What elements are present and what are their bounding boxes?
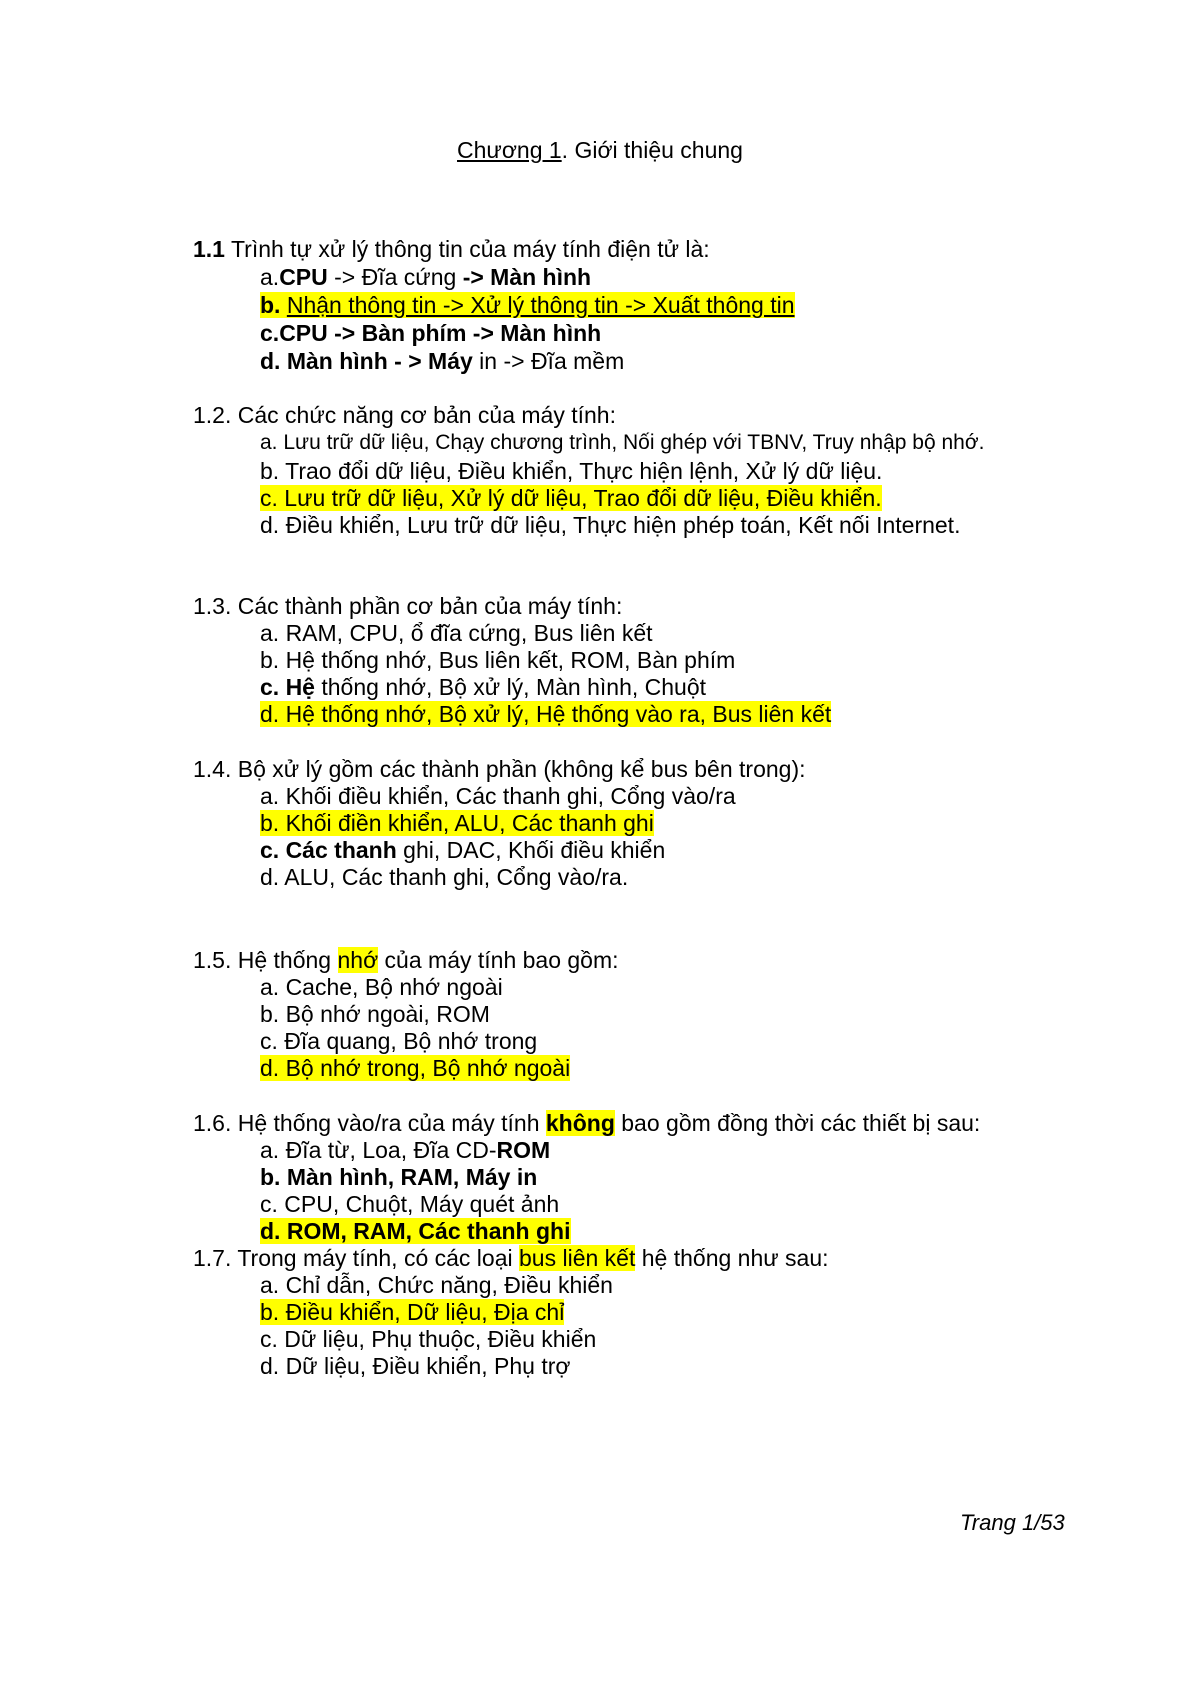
q5-option-d: [260, 1055, 570, 1082]
q2-option-a: a. Lưu trữ dữ liệu, Chạy chương trình, Nối ghép với TBNV, Truy nhập bộ nhớ.: [260, 431, 985, 454]
question-1-7: [193, 1245, 829, 1272]
option-text-answer: d. Bộ nhớ trong, Bộ nhớ ngoài: [260, 1055, 571, 1081]
question-1-6: [193, 1110, 980, 1137]
page-number: Trang 1/53: [960, 1510, 1065, 1535]
option-label: c. Hệ: [260, 674, 315, 700]
chapter-number: Chương 1: [457, 137, 562, 163]
question-1-3: 1.3. Các thành phần cơ bản của máy tính:: [193, 593, 623, 619]
question-text: 1.6. Hệ thống vào/ra của máy tính: [193, 1110, 546, 1136]
option-text-answer: b. Khối điền khiển, ALU, Các thanh ghi: [260, 810, 654, 836]
question-text: của máy tính bao gồm:: [378, 947, 619, 973]
q1-option-c: [260, 320, 601, 347]
question-1-4: 1.4. Bộ xử lý gồm các thành phần (không kể bus bên trong):: [193, 756, 806, 782]
option-label: c.: [260, 320, 280, 346]
q3-option-b: b. Hệ thống nhớ, Bus liên kết, ROM, Bàn phím: [260, 647, 736, 673]
q6-option-a: [260, 1137, 550, 1164]
option-text-answer: Nhận thông tin -> Xử lý thông tin -> Xuất thông tin: [286, 292, 795, 318]
q6-option-d: [260, 1218, 571, 1245]
option-text-bold: -> Màn hình: [462, 264, 592, 290]
option-text-answer: b. Điều khiển, Dữ liệu, Địa chỉ: [260, 1299, 565, 1325]
highlighted-word: không: [545, 1110, 615, 1136]
option-text: a. Đĩa từ, Loa, Đĩa CD-: [260, 1137, 497, 1163]
question-text: 1.7. Trong máy tính, có các loại: [193, 1245, 519, 1271]
q4-option-b: [260, 810, 654, 837]
q1-option-a: [260, 264, 591, 291]
option-text: thống nhớ, Bộ xử lý, Màn hình, Chuột: [314, 674, 707, 700]
option-text-bold: Màn hình - > Máy: [286, 348, 473, 374]
question-number: 1.1: [193, 236, 225, 262]
option-label: d.: [260, 348, 281, 374]
option-text: in -> Đĩa mềm: [472, 348, 625, 374]
option-text-answer: d. Hệ thống nhớ, Bộ xử lý, Hệ thống vào ra, Bus liên kết: [260, 701, 832, 727]
q4-option-a: a. Khối điều khiển, Các thanh ghi, Cổng vào/ra: [260, 783, 736, 809]
q4-option-c: [260, 837, 665, 864]
question-1-5: [193, 947, 619, 974]
option-text-bold: CPU -> Bàn phím -> Màn hình: [279, 320, 602, 346]
q7-option-c: c. Dữ liệu, Phụ thuộc, Điều khiển: [260, 1326, 597, 1352]
chapter-name: . Giới thiệu chung: [561, 137, 743, 163]
q4-option-d: d. ALU, Các thanh ghi, Cổng vào/ra.: [260, 864, 629, 890]
q5-option-b: b. Bộ nhớ ngoài, ROM: [260, 1001, 490, 1027]
highlighted-word: bus liên kết: [519, 1245, 636, 1271]
q7-option-b: [260, 1299, 564, 1326]
q3-option-a: a. RAM, CPU, ổ đĩa cứng, Bus liên kết: [260, 620, 653, 646]
option-text-answer: d. ROM, RAM, Các thanh ghi: [260, 1218, 571, 1244]
highlighted-word: nhớ: [337, 947, 379, 973]
chapter-title: [0, 137, 1200, 164]
option-label: b.: [260, 292, 281, 318]
question-text: bao gồm đồng thời các thiết bị sau:: [614, 1110, 981, 1136]
question-1-2: 1.2. Các chức năng cơ bản của máy tính:: [193, 402, 616, 428]
q3-option-d: [260, 701, 831, 728]
q1-option-d: [260, 348, 624, 375]
question-text: 1.5. Hệ thống: [193, 947, 338, 973]
option-text: -> Đĩa cứng: [327, 264, 463, 290]
q6-option-c: c. CPU, Chuột, Máy quét ảnh: [260, 1191, 560, 1217]
option-text-bold: CPU: [279, 264, 328, 290]
q2-option-c: [260, 485, 882, 512]
q5-option-a: a. Cache, Bộ nhớ ngoài: [260, 974, 503, 1000]
q1-option-b: [260, 292, 795, 319]
option-label: a.: [260, 264, 280, 290]
q6-option-b: b. Màn hình, RAM, Máy in: [260, 1164, 538, 1190]
q7-option-d: d. Dữ liệu, Điều khiển, Phụ trợ: [260, 1353, 571, 1379]
question-text: hệ thống như sau:: [635, 1245, 829, 1271]
option-text-bold: c. Các thanh: [260, 837, 397, 863]
option-text: ghi, DAC, Khối điều khiển: [396, 837, 666, 863]
q2-option-d: d. Điều khiển, Lưu trữ dữ liệu, Thực hiện phép toán, Kết nối Internet.: [260, 512, 961, 538]
option-text-bold: ROM: [496, 1137, 551, 1163]
question-text: Trình tự xử lý thông tin của máy tính điện tử là:: [224, 236, 710, 262]
option-text-answer: c. Lưu trữ dữ liệu, Xử lý dữ liệu, Trao đổi dữ liệu, Điều khiển.: [260, 485, 882, 511]
question-1-1: [193, 236, 710, 263]
q3-option-c: [260, 674, 706, 701]
q5-option-c: c. Đĩa quang, Bộ nhớ trong: [260, 1028, 538, 1054]
q7-option-a: a. Chỉ dẫn, Chức năng, Điều khiển: [260, 1272, 613, 1298]
q2-option-b: b. Trao đổi dữ liệu, Điều khiển, Thực hiện lệnh, Xử lý dữ liệu.: [260, 458, 883, 484]
